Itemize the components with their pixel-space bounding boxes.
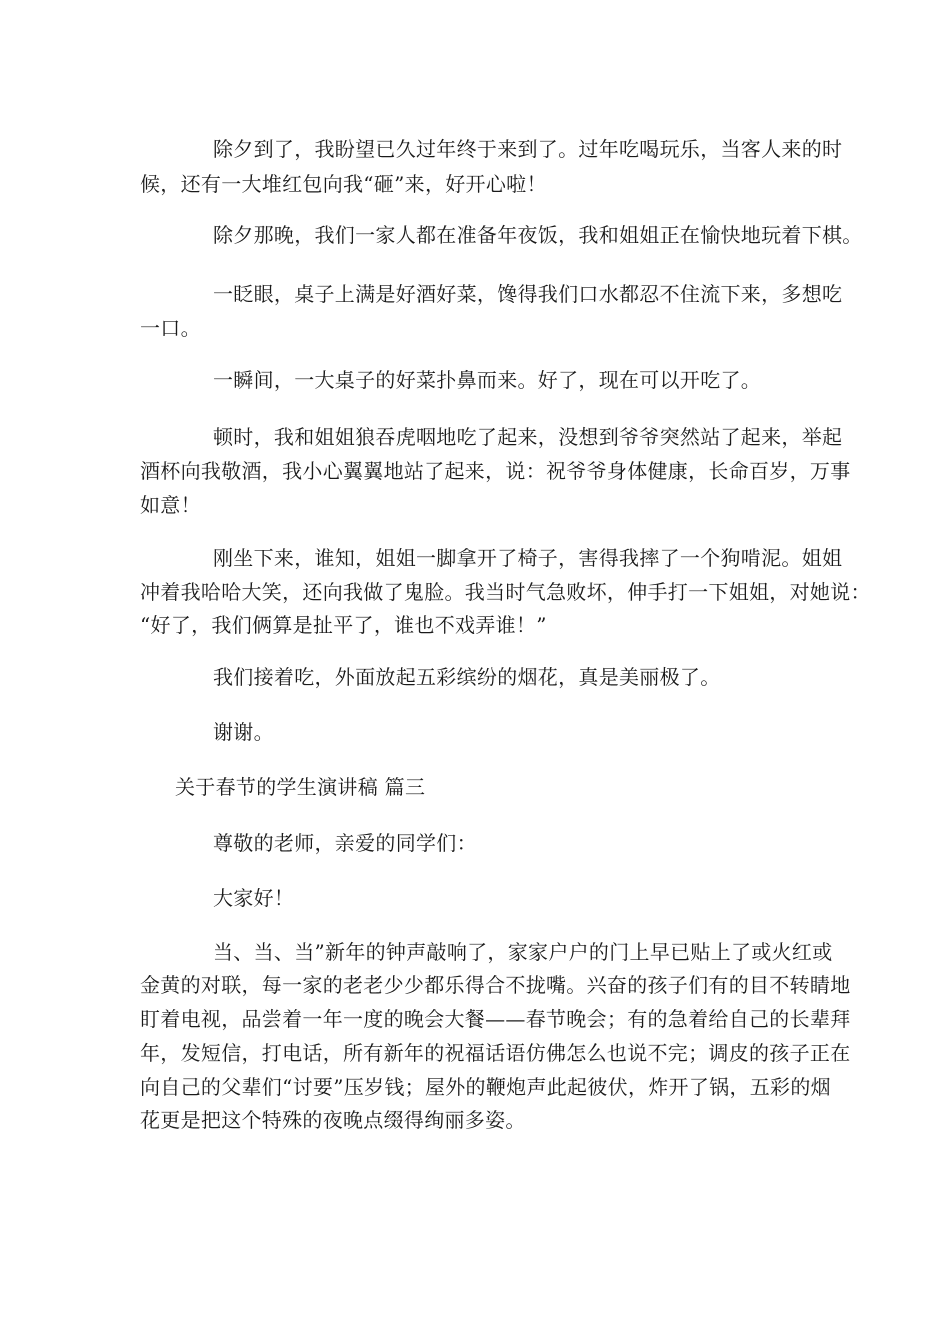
p6-line-1: 刚坐下来，谁知，姐姐一脚拿开了椅子，害得我摔了一个狗啃泥。姐姐 <box>213 546 843 570</box>
p9-line-4: 年，发短信，打电话，所有新年的祝福话语仿佛怎么也说不完；调皮的孩子正在 <box>140 1041 851 1065</box>
p1-line-1: 除夕到了，我盼望已久过年终于来到了。过年吃喝玩乐，当客人来的时 <box>213 137 843 161</box>
p1-line-2: 候，还有一大堆红包向我“砸”来，好开心啦！ <box>140 172 547 196</box>
section-heading: 关于春节的学生演讲稿 篇三 <box>175 775 426 799</box>
p5-line-1: 顿时，我和姐姐狼吞虎咽地吃了起来，没想到爷爷突然站了起来，举起 <box>213 425 843 449</box>
p8-line-1: 谢谢。 <box>213 720 274 744</box>
p9-line-3: 盯着电视，品尝着一年一度的晚会大餐——春节晚会；有的急着给自己的长辈拜 <box>140 1007 851 1031</box>
p9-line-5: 向自己的父辈们“讨要”压岁钱；屋外的鞭炮声此起彼伏，炸开了锅，五彩的烟 <box>140 1075 831 1099</box>
p9-line-1: 当、当、当”新年的钟声敲响了，家家户户的门上早已贴上了或火红或 <box>213 940 833 964</box>
p9-line-2: 金黄的对联，每一家的老老少少都乐得合不拢嘴。兴奋的孩子们有的目不转睛地 <box>140 973 851 997</box>
p5-line-3: 如意！ <box>140 493 201 517</box>
p5-line-2: 酒杯向我敬酒，我小心翼翼地站了起来，说：祝爷爷身体健康，长命百岁，万事 <box>140 459 851 483</box>
p2-line-1: 除夕那晚，我们一家人都在准备年夜饭，我和姐姐正在愉快地玩着下棋。 <box>213 223 863 247</box>
salutation: 尊敬的老师，亲爱的同学们： <box>213 831 477 855</box>
p6-line-3: “好了，我们俩算是扯平了，谁也不戏弄谁！” <box>140 613 547 637</box>
p3-line-1: 一眨眼，桌子上满是好酒好菜，馋得我们口水都忍不住流下来，多想吃 <box>213 282 843 306</box>
p7-line-1: 我们接着吃，外面放起五彩缤纷的烟花，真是美丽极了。 <box>213 665 721 689</box>
p6-line-2: 冲着我哈哈大笑，还向我做了鬼脸。我当时气急败坏，伸手打一下姐姐，对她说： <box>140 580 871 604</box>
greeting: 大家好！ <box>213 886 295 910</box>
p3-line-2: 一口。 <box>140 316 201 340</box>
p4-line-1: 一瞬间，一大桌子的好菜扑鼻而来。好了，现在可以开吃了。 <box>213 368 762 392</box>
p9-line-6: 花更是把这个特殊的夜晚点缀得绚丽多姿。 <box>140 1108 526 1132</box>
